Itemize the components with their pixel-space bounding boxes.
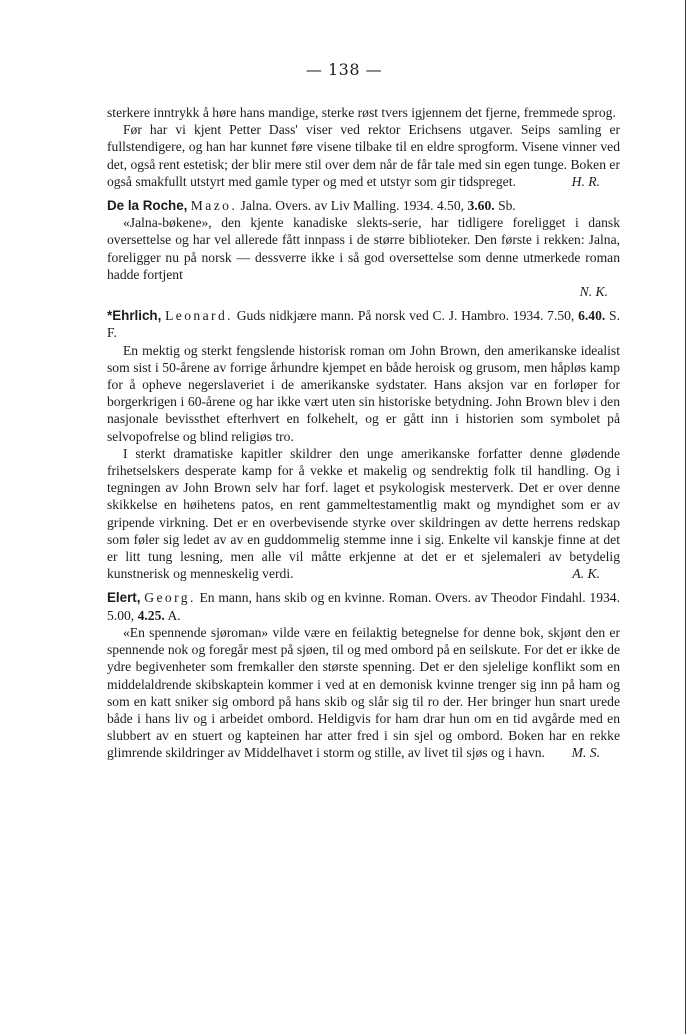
entry-signature: N. K. bbox=[579, 284, 608, 300]
entry-info: En mann, hans skib og en kvinne. Roman. Overs. av Theodor Findahl. 1934. 5.00, bbox=[107, 590, 620, 623]
entry-review bbox=[107, 624, 620, 762]
intro-signature: H. R. bbox=[571, 173, 600, 189]
page-edge bbox=[685, 0, 686, 1034]
entry-header bbox=[107, 197, 620, 214]
entry-given-name: Mazo. bbox=[190, 198, 238, 214]
entry-shelf: S. F. bbox=[107, 308, 620, 341]
entry-price: 3.60. bbox=[467, 198, 495, 214]
entry-shelf: A. bbox=[167, 607, 181, 623]
entry-review: «Jalna-bøkene», den kjente kanadiske slekts-serie, har tidligere foreligget i dansk oversettelse og har vel allerede fått innpass i de større biblioteker. Den første i rekken: Jalna, foreligger nu på norsk — dessverre ikke i så god oversettelse som denne utmerkede roman hadde fortjent bbox=[107, 215, 620, 282]
entry-signature: A. K. bbox=[572, 566, 600, 582]
entry-review: En mektig og sterkt fengslende historisk roman om John Brown, den amerikanske idealist som sist i 50-årene av forrige århundre kjempet en både heroisk og grusom, men håpløs kamp for å opheve negerslaveriet i de amerikanske sydstater. Hans aksjon var en forløper for borgerkrigen i 60-årene og har ikke vært uten sin historiske betydning. John Brown blev i den nasjonale bevissthet efterhvert en folkehelt, og er gått inn i historien som symbolet på selvopofrelse og blind religiøs tro. bbox=[107, 342, 620, 444]
entry-info: Guds nidkjære mann. På norsk ved C. J. Hambro. 1934. 7.50, bbox=[236, 308, 575, 324]
entry-review-text: I sterkt dramatiske kapitler skildrer den unge amerikanske forfatter denne glødende frihetselskers desperate kamp for å vekke et makelig og sendrektig folk til handling. Og i tegningen av John Brown selv har forf. laget et psykologisk mesterverk. Det er over denne skikkelse en høihetens patos, en rent gammeltestamentlig makt og myndighet som er av gripende virkning. Det er en overbevisende styrke over skildringen av dette herrens redskap som føler sig ledet av av en guddommelig stemme inne i sig. Enkelte vil kanskje finne at det er litt tung lesning, men alle vil måtte erkjenne at det er et sjelemaleri av betydelig kunstnerisk og menneskelig verdi. bbox=[107, 445, 620, 582]
entry-signature: M. S. bbox=[571, 745, 600, 761]
entry-author: *Ehrlich, bbox=[107, 308, 162, 324]
intro-paragraph bbox=[107, 121, 620, 190]
entry-price: 6.40. bbox=[578, 308, 606, 324]
entry-author: De la Roche, bbox=[107, 198, 188, 214]
entry-header bbox=[107, 589, 620, 623]
intro-continuation: sterkere inntrykk å høre hans mandige, sterke røst tvers igjennem det fjerne, fremmede sprog. bbox=[107, 105, 616, 120]
entry-review-text: «En spennende sjøroman» vilde være en feilaktig betegnelse for denne bok, skjønt den er spennende nok og foregår mest på sjøen, til og med ombord på en seilskute. For det er ikke de ydre begivenheter som fremkaller den største spenning. Det er den sjelelige konflikt som en middelaldrende skibskaptein kommer i ved at en demonisk kvinne trenger sig inn på ham og som en katt sniker sig ombord på hans skib og slår sig til ro der. Her bringer hun snart urede både i hans liv og i arbeidet ombord. Heldigvis for ham drar hun om en tid avgårde med en slubbert av en stuert og kapteinen har atter fred i sin sjel og ombord. Boken har en rekke glimrende skildringer av Middelhavet i storm og stille, av livet til sjøs og i havn. bbox=[107, 624, 620, 761]
intro-text: Før har vi kjent Petter Dass' viser ved rektor Erichsens utgaver. Seips samling er fullstendigere, og han har kunnet føre visene tilbake til en eldre sprogform. Visene vinner ved det, også rent estetisk; der blir mere stil over dem når de får tale med sin egen tunge. Boken er også smakfullt utstyrt med gamle typer og med et utstyr som gir tidspreget. bbox=[107, 122, 620, 189]
entry-given-name: Georg. bbox=[144, 590, 196, 606]
entry-given-name: Leonard. bbox=[165, 308, 233, 324]
entry-author: Elert, bbox=[107, 590, 141, 606]
entry-review-2 bbox=[107, 445, 620, 583]
entry-header bbox=[107, 307, 620, 341]
page-number: — 138 — bbox=[305, 60, 383, 79]
entry-price: 4.25. bbox=[137, 607, 165, 623]
entry-info: Jalna. Overs. av Liv Malling. 1934. 4.50, bbox=[240, 198, 465, 214]
entry-shelf: Sb. bbox=[498, 198, 516, 214]
review-column bbox=[107, 104, 620, 762]
